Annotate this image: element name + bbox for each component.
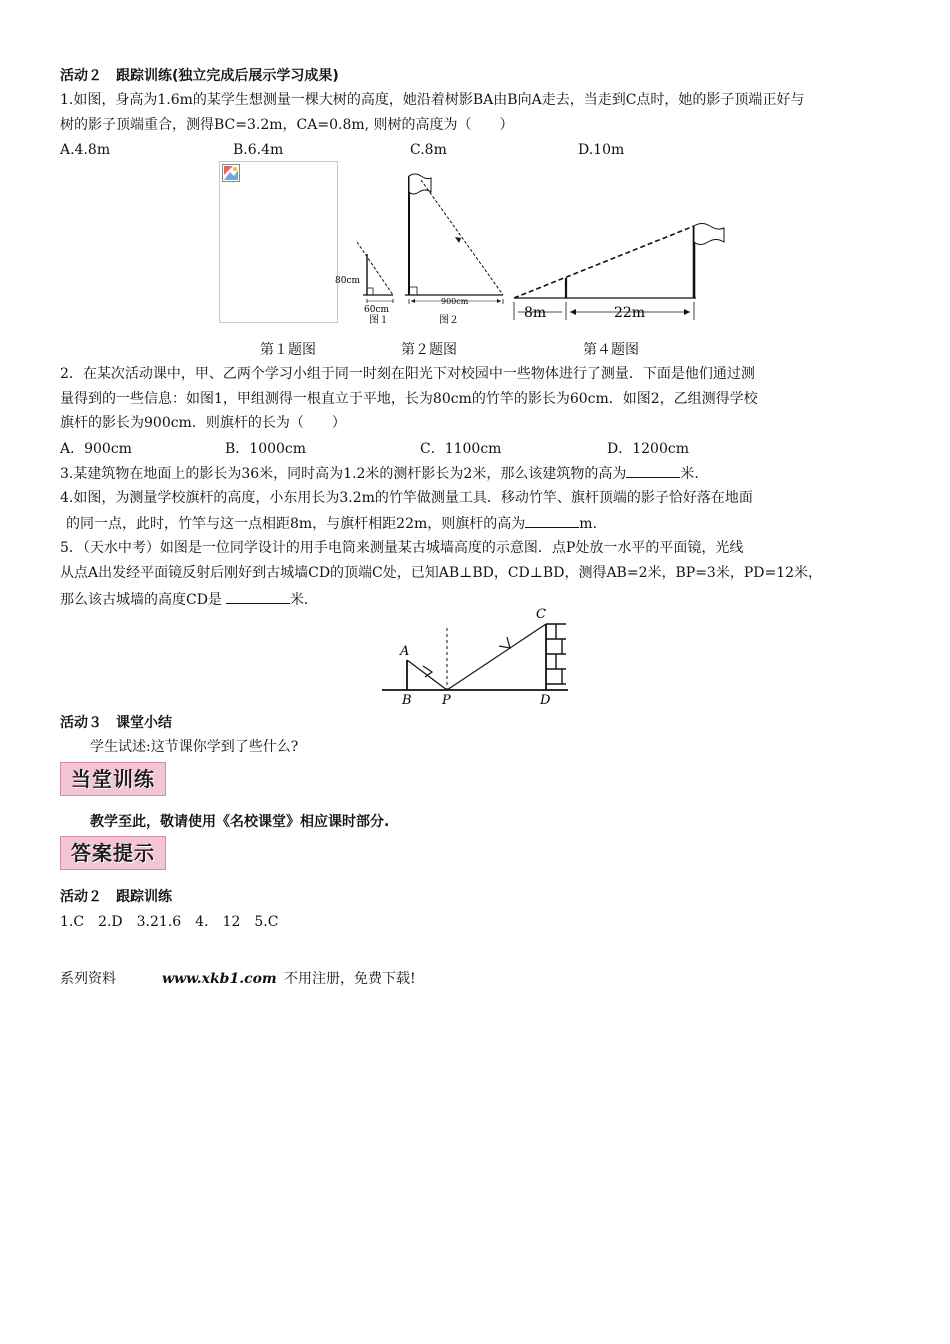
fig1-caption: 图１	[369, 315, 389, 326]
q2-option-c: C．1100cm	[420, 441, 502, 457]
footer-right: 不用注册，免费下载!	[284, 971, 416, 987]
broken-image-icon	[222, 164, 240, 182]
q1-option-c: C.8m	[410, 142, 447, 158]
q5-line3	[60, 589, 318, 610]
fig2-base-label: 900cm	[441, 297, 469, 306]
activity3-heading: 活动３ 课堂小结	[60, 715, 172, 731]
activity2-heading: 活动２ 跟踪训练(独立完成后展示学习成果)	[60, 68, 339, 84]
q1-figure-placeholder	[219, 161, 338, 323]
fig1-sunray	[357, 242, 393, 295]
q5-suffix: 米．	[289, 592, 318, 608]
q1-option-a: A.4.8m	[60, 142, 111, 158]
answers-heading: 活动２ 跟踪训练	[60, 889, 172, 905]
fig4-problem-caption: 第４题图	[583, 342, 639, 358]
q5-reflected-ray	[447, 624, 546, 690]
fig1-base-label: 60cm	[364, 305, 390, 315]
q5-label-p: P	[442, 693, 451, 706]
activity3-text: 学生试述:这节课你学到了些什么?	[90, 739, 299, 755]
answers-text: 1.C 2.D 3.21.6 4. 12 5.C	[60, 914, 279, 930]
fig4-flag	[694, 224, 724, 245]
q5-line1: 5．（天水中考）如图是一位同学设计的用手电筒来测量某古城墙高度的示意图．点P处放一水平的平面镜，光线	[60, 540, 744, 556]
q4-line1: 4.如图，为测量学校旗杆的高度，小东用长为3.2m的竹竿做测量工具．移动竹竿、旗杆顶端的影子恰好落在地面	[60, 490, 753, 506]
q2-option-b: B．1000cm	[225, 441, 307, 457]
fig2-caption: 图２	[439, 315, 459, 326]
q2-line3: 旗杆的影长为900cm．则旗杆的长为（ ）	[60, 415, 346, 431]
footer-left: 系列资料	[60, 971, 116, 987]
q5-city-wall	[546, 624, 566, 684]
q5-label-a: A	[400, 644, 410, 659]
q5-figure	[380, 606, 580, 706]
q1-option-b: B.6.4m	[233, 142, 284, 158]
q4-suffix: m.	[579, 516, 598, 532]
fig2-sunray	[421, 180, 503, 295]
fig2-right-angle	[409, 287, 417, 295]
q5-question: 那么该古城墙的高度CD是	[60, 592, 222, 608]
q3-suffix: 米.	[680, 466, 699, 482]
answers-banner: 答案提示	[60, 836, 166, 870]
q1-option-d: D.10m	[578, 142, 625, 158]
fig4-label-left: 8m	[524, 305, 547, 321]
q4-question: 的同一点，此时，竹竿与这一点相距8m，与旗杆相距22m，则旗杆的高为	[66, 516, 526, 532]
q5-label-b: B	[402, 693, 412, 706]
q5-answer-blank	[226, 589, 290, 604]
fig1-problem-caption: 第１题图	[260, 342, 316, 358]
fig1-height-label: 80cm	[335, 276, 361, 286]
q3-text	[60, 463, 699, 484]
fig2-flag	[409, 174, 431, 194]
practice-text: 教学至此，敬请使用《名校课堂》相应课时部分.	[90, 814, 390, 830]
q4-figure	[510, 218, 730, 328]
fig4-label-right: 22m	[614, 305, 646, 321]
fig2-problem-caption: 第２题图	[401, 342, 457, 358]
q3-answer-blank	[626, 463, 680, 478]
q4-line2	[66, 513, 597, 534]
practice-banner: 当堂训练	[60, 762, 166, 796]
q2-option-d: D．1200cm	[607, 441, 689, 457]
fig1-right-angle	[367, 288, 373, 295]
q1-line1: 1.如图，身高为1.6m的某学生想测量一棵大树的高度，她沿着树影BA由B向A走去，当走到C点时，她的影子顶端正好与	[60, 92, 805, 108]
q1-line2: 树的影子顶端重合，测得BC=3.2m，CA=0.8m, 则树的高度为（ ）	[60, 117, 514, 133]
q2-option-a: A．900cm	[60, 441, 132, 457]
q2-line2: 量得到的一些信息：如图1，甲组测得一根直立于平地，长为80cm的竹竿的影长为60cm．如图2，乙组测得学校	[60, 391, 758, 407]
q5-label-d: D	[540, 693, 551, 706]
fig4-sunray	[514, 226, 694, 298]
footer-site-link[interactable]: www.xkb1.com	[162, 971, 277, 987]
q2-figures	[335, 166, 515, 326]
q4-answer-blank	[525, 513, 579, 528]
q2-line1: 2．在某次活动课中，甲、乙两个学习小组于同一时刻在阳光下对校园中一些物体进行了测量．下面是他们通过测	[60, 366, 755, 382]
q3-question: 3.某建筑物在地面上的影长为36米，同时高为1.2米的测杆影长为2米，那么该建筑物的高为	[60, 466, 627, 482]
q5-label-c: C	[536, 607, 546, 622]
q5-line2: 从点A出发经平面镜反射后刚好到古城墙CD的顶端C处，已知AB⊥BD，CD⊥BD，测得AB=2米，BP=3米，PD=12米，	[60, 565, 823, 581]
